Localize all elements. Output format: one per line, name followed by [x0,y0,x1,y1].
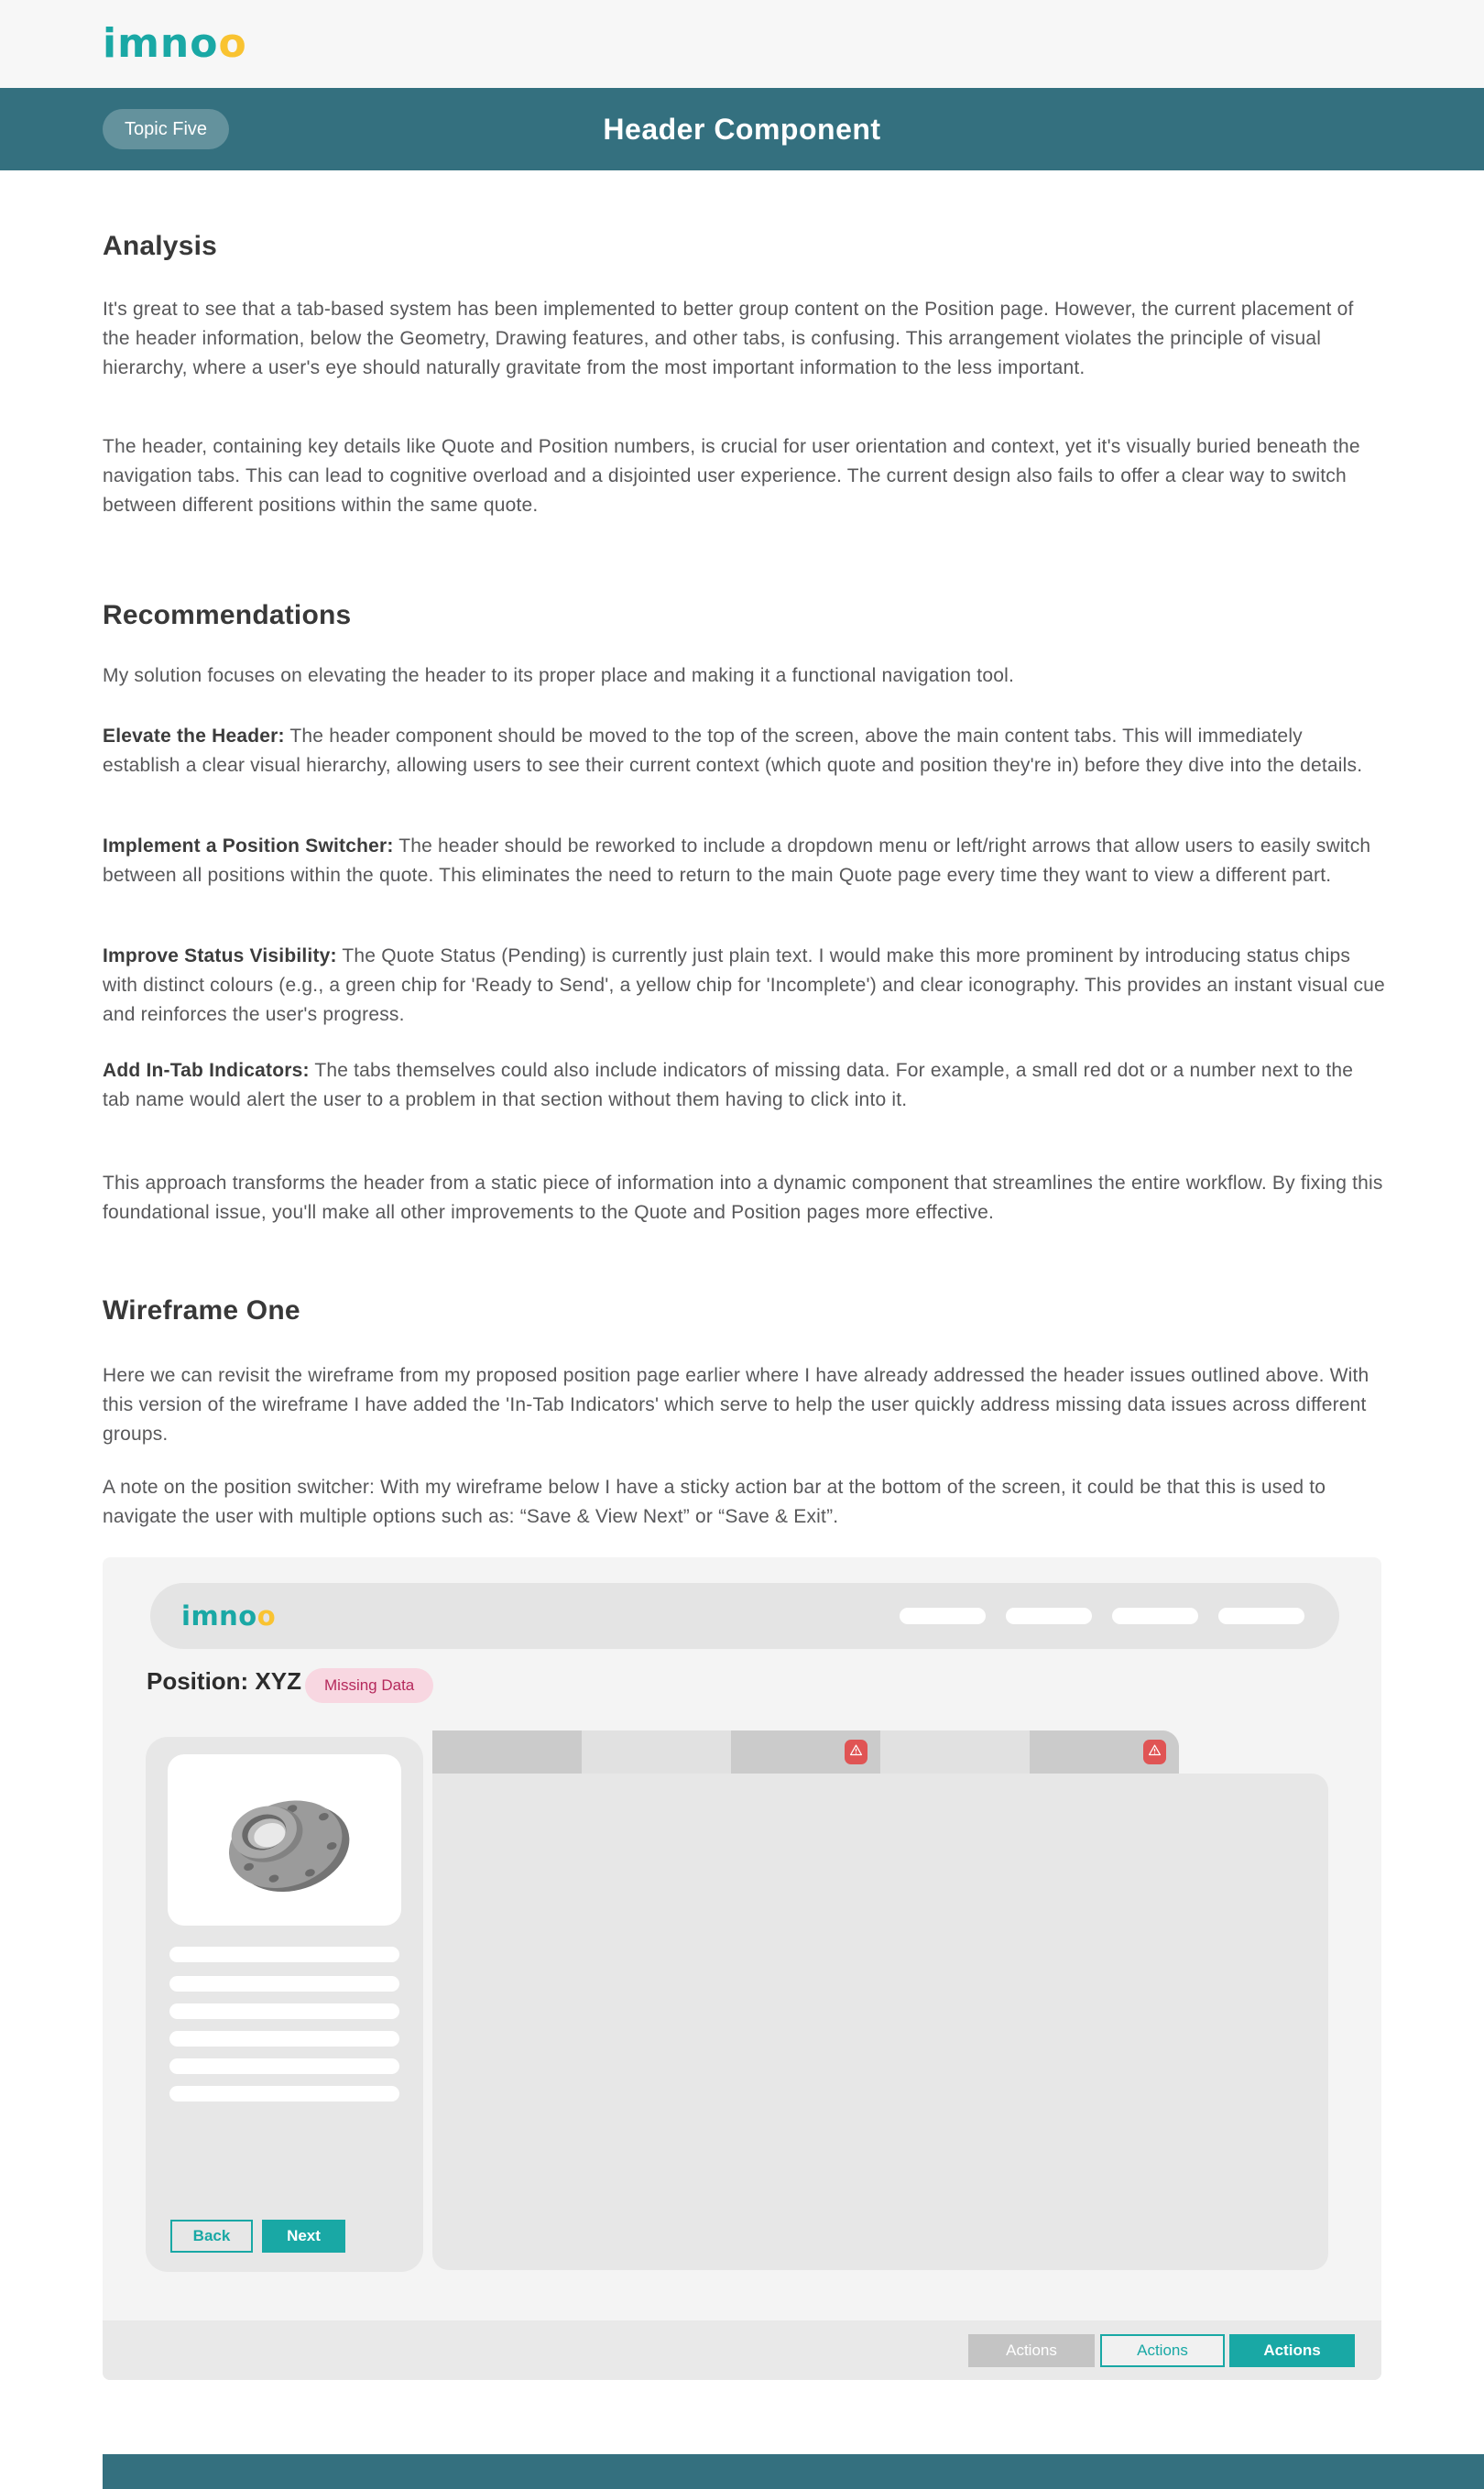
warning-icon [1148,1743,1162,1762]
mockup-content-panel [432,1774,1328,2270]
recommendation-text: The Quote Status (Pending) is currently just plain text. I would make this more prominent by introducing status chips with distinct colours (e.g., a green chip for 'Ready to Send', a yellow chip for 'Incomplete') and clear iconography. This provides an instant visual cue and reinforces the user's progress. [103,945,1385,1025]
recommendation-item-status [103,942,1385,1030]
mockup-tab-3[interactable] [731,1730,880,1774]
mockup-tab-5[interactable] [1030,1730,1179,1774]
recommendation-text: The tabs themselves could also include indicators of missing data. For example, a small red dot or a number next to the tab name would alert the user to a problem in that section without them having to click into it. [103,1060,1354,1110]
analysis-heading: Analysis [103,231,217,261]
action-button-primary[interactable]: Actions [1229,2334,1355,2367]
skeleton-line [169,2086,399,2101]
mockup-navbar [150,1583,1339,1649]
topic-badge: Topic Five [103,109,229,149]
logo-text-yellow: o [218,20,247,67]
section-banner [0,88,1484,170]
logo-text-teal: imno [103,20,219,67]
mockup-sidebar-card [146,1737,423,2272]
warning-icon [849,1743,863,1762]
nav-placeholder-pill[interactable] [1218,1608,1304,1624]
recommendation-item-switcher [103,832,1385,890]
top-brand-bar [0,0,1484,88]
recommendation-lead: Implement a Position Switcher: [103,835,394,857]
recommendations-heading: Recommendations [103,600,352,630]
imnoo-logo [103,20,247,68]
recommendations-intro: My solution focuses on elevating the header to its proper place and making it a functional navigation tool. [103,665,1014,686]
skeleton-line [169,2058,399,2074]
analysis-paragraph-1: It's great to see that a tab-based system has been implemented to better group content on the Position page. However, the current placement of the header information, below the Geometry, Drawing features, and other tabs, is confusing. This arrangement violates the principle of visual hierarchy, where a user's eye should naturally gravitate from the most important information to the less important. [103,299,1354,378]
next-button[interactable]: Next [262,2220,345,2253]
skeleton-line [169,2031,399,2047]
mockup-tab-1[interactable] [432,1730,582,1774]
recommendation-text: The header should be reworked to include a dropdown menu or left/right arrows that allow users to easily switch between all positions within the quote. This eliminates the need to return to the main Quote page every time they want to view a different part. [103,835,1371,886]
page-title: Header Component [603,112,881,146]
wireframe-paragraph-1: Here we can revisit the wireframe from my proposed position page earlier where I have already addressed the header issues outlined above. With this version of the wireframe I have added the 'In-Tab Indicators' which serve to help the user quickly address missing data issues across different groups. [103,1365,1369,1445]
recommendation-item-elevate [103,722,1385,781]
wireframe-paragraph-2: A note on the position switcher: With my wireframe below I have a sticky action bar at the bottom of the screen, it could be that this is used to navigate the user with multiple options such as: “Save & View Next” or “Save & Exit”. [103,1477,1326,1527]
flange-part-image [212,1769,358,1911]
nav-placeholder-pill[interactable] [1006,1608,1092,1624]
logo-text-teal: imno [181,1600,257,1632]
missing-data-chip: Missing Data [305,1668,433,1703]
skeleton-line [169,2003,399,2019]
part-image-card [168,1754,401,1926]
recommendation-item-indicators [103,1056,1385,1115]
mockup-tab-2[interactable] [582,1730,731,1774]
sticky-action-bar [103,2320,1381,2380]
action-button-disabled[interactable]: Actions [968,2334,1095,2367]
logo-text-yellow: o [256,1600,277,1632]
skeleton-line [169,1976,399,1992]
analysis-paragraph-2: The header, containing key details like Quote and Position numbers, is crucial for user orientation and context, yet it's visually buried beneath the navigation tabs. This can lead to cognitive overload and a disjointed user experience. The current design also fails to offer a clear way to switch between different positions within the same quote. [103,436,1360,516]
wireframe-mockup [103,1557,1381,2380]
nav-placeholder-pill[interactable] [900,1608,986,1624]
recommendations-outro: This approach transforms the header from a static piece of information into a dynamic component that streamlines the entire workflow. By fixing this foundational issue, you'll make all other improvements to the Quote and Position pages more effective. [103,1173,1383,1223]
mockup-nav-links [900,1608,1304,1624]
wireframe-heading: Wireframe One [103,1295,300,1326]
next-section-band [103,2454,1484,2489]
missing-data-badge [1143,1740,1166,1764]
recommendation-lead: Add In-Tab Indicators: [103,1060,310,1081]
action-button-secondary[interactable]: Actions [1100,2334,1225,2367]
skeleton-line [169,1947,399,1962]
missing-data-badge [845,1740,867,1764]
recommendation-lead: Improve Status Visibility: [103,945,337,966]
position-label: Position: XYZ [147,1667,301,1695]
mockup-tab-4[interactable] [880,1730,1030,1774]
nav-placeholder-pill[interactable] [1112,1608,1198,1624]
recommendation-text: The header component should be moved to the top of the screen, above the main content tabs. This will immediately establish a clear visual hierarchy, allowing users to see their current context (which quote and position they're in) before they dive into the details. [103,726,1363,776]
mockup-tab-bar [432,1730,1179,1774]
back-button[interactable]: Back [170,2220,253,2253]
recommendation-lead: Elevate the Header: [103,726,285,747]
mockup-imnoo-logo [181,1600,276,1632]
